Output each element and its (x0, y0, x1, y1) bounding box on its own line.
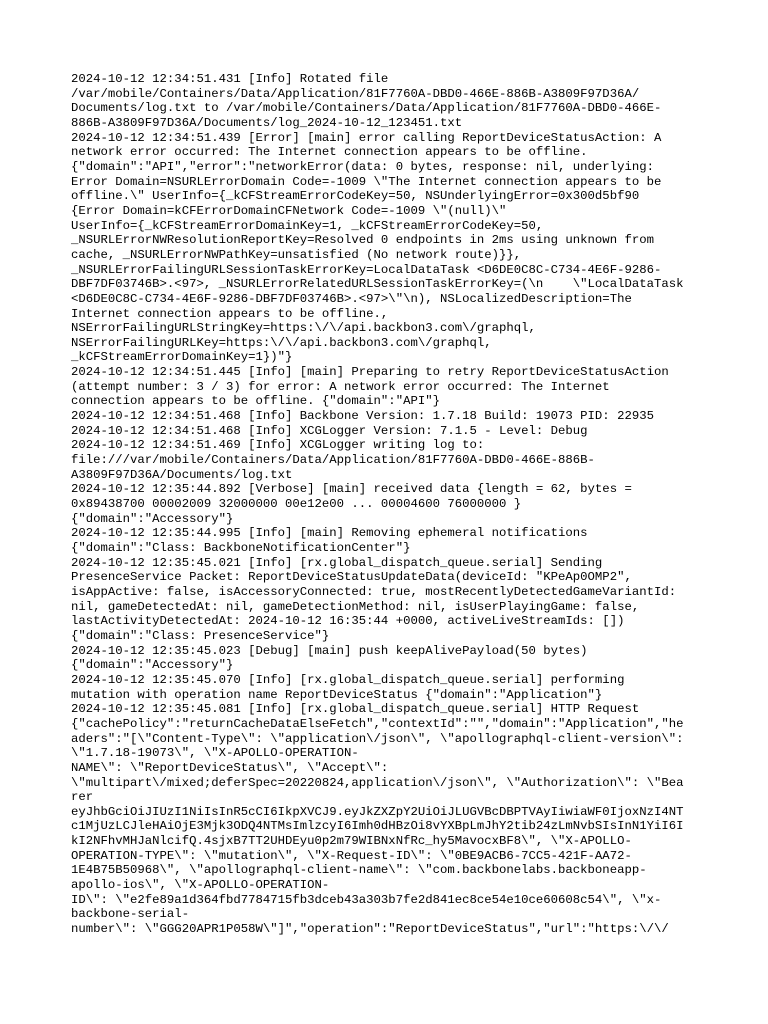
log-line: file:///var/mobile/Containers/Data/Application/81F7760A-DBD0-466E-886B- (71, 453, 595, 468)
log-line: aders":"[\"Content-Type\": \"application\/json\", \"apollographql-client-version\": (71, 731, 684, 746)
log-line: 2024-10-12 12:34:51.468 [Info] XCGLogger Version: 7.1.5 - Level: Debug (71, 423, 588, 438)
log-line: 2024-10-12 12:34:51.469 [Info] XCGLogger writing log to: (71, 438, 485, 453)
log-line: rer (71, 790, 94, 805)
log-line: _kCFStreamErrorDomainKey=1})"} (71, 350, 293, 365)
log-line: {Error Domain=kCFErrorDomainCFNetwork Code=-1009 \"(null)\" (71, 203, 507, 218)
log-line: Error Domain=NSURLErrorDomain Code=-1009 \"The Internet connection appears to be (71, 174, 662, 189)
log-line: DBF7DF03746B>.<97>, _NSURLErrorRelatedURLSessionTaskErrorKey=(\n \"LocalDataTask (71, 277, 684, 292)
log-line: /var/mobile/Containers/Data/Application/81F7760A-DBD0-466E-886B-A3809F97D36A/ (71, 86, 640, 101)
log-line: kI2NFhvMHJaNlcifQ.4sjxB7TT2UHDEyu0p2m79WIBNxNfRc_hy5MavocxBF8\", \"X-APOLLO- (71, 834, 632, 849)
log-line: 2024-10-12 12:34:51.439 [Error] [main] error calling ReportDeviceStatusAction: A (71, 130, 662, 145)
log-line: 2024-10-12 12:34:51.445 [Info] [main] Preparing to retry ReportDeviceStatusAction (71, 365, 669, 380)
log-line: _NSURLErrorFailingURLSessionTaskErrorKey=LocalDataTask <D6DE0C8C-C734-4E6F-9286- (71, 262, 662, 277)
log-line: cache, _NSURLErrorNWPathKey=unsatisfied (No network route)}}, (71, 247, 522, 262)
log-line: 1E4B75B50968\", \"apollographql-client-name\": \"com.backbonelabs.backboneapp- (71, 863, 647, 878)
log-line: apollo-ios\", \"X-APOLLO-OPERATION- (71, 878, 330, 893)
log-line: ID\": \"e2fe89a1d364fbd7784715fb3dceb43a303b7fe2d841ec8ce54e10ce60608c54\", \"x- (71, 892, 662, 907)
log-line: NSErrorFailingURLKey=https:\/\/api.backbon3.com\/graphql, (71, 335, 492, 350)
log-line: c1MjUzLCJleHAiOjE3Mjk3ODQ4NTMsImlzcyI6Imh0dHBzOi8vYXBpLmJhY2tib24zLmNvbSIsInN1YiI6I (71, 819, 684, 834)
log-line: lastActivityDetectedAt: 2024-10-12 16:35:44 +0000, activeLiveStreamIds: []) (71, 614, 625, 629)
log-line: OPERATION-TYPE\": \"mutation\", \"X-Request-ID\": \"0BE9ACB6-7CC5-421F-AA72- (71, 848, 632, 863)
log-line: <D6DE0C8C-C734-4E6F-9286-DBF7DF03746B>.<97>\"\n), NSLocalizedDescription=The (71, 291, 632, 306)
log-line: {"domain":"Accessory"} (71, 658, 234, 673)
log-line: offline.\" UserInfo={_kCFStreamErrorCodeKey=50, NSUnderlyingError=0x300d5bf90 (71, 189, 640, 204)
log-line: mutation with operation name ReportDeviceStatus {"domain":"Application"} (71, 687, 603, 702)
log-line: Documents/log.txt to /var/mobile/Containers/Data/Application/81F7760A-DBD0-466E- (71, 101, 662, 116)
log-line: 2024-10-12 12:35:45.081 [Info] [rx.global_dispatch_queue.serial] HTTP Request (71, 702, 640, 717)
log-line: isAppActive: false, isAccessoryConnected: true, mostRecentlyDetectedGameVariantId: (71, 584, 677, 599)
log-line: 2024-10-12 12:35:45.023 [Debug] [main] push keepAlivePayload(50 bytes) (71, 643, 588, 658)
log-line: 2024-10-12 12:35:45.070 [Info] [rx.global_dispatch_queue.serial] performing (71, 672, 625, 687)
log-line: Internet connection appears to be offline., (71, 306, 389, 321)
log-line: 2024-10-12 12:34:51.468 [Info] Backbone Version: 1.7.18 Build: 19073 PID: 22935 (71, 409, 654, 424)
log-line: connection appears to be offline. {"domain":"API"} (71, 394, 440, 409)
log-line: backbone-serial- (71, 907, 190, 922)
log-line: UserInfo={_kCFStreamErrorDomainKey=1, _kCFStreamErrorCodeKey=50, (71, 218, 544, 233)
log-text-view (71, 72, 701, 937)
log-line: PresenceService Packet: ReportDeviceStatusUpdateData(deviceId: "KPeAp0OMP2", (71, 570, 632, 585)
log-line: _NSURLErrorNWResolutionReportKey=Resolved 0 endpoints in 2ms using unknown from (71, 233, 654, 248)
log-line: 0x89438700 00002009 32000000 00e12e00 ... 00004600 76000000 } (71, 497, 522, 512)
log-line: {"domain":"Accessory"} (71, 511, 234, 526)
log-line: 2024-10-12 12:35:44.892 [Verbose] [main] received data {length = 62, bytes = (71, 482, 632, 497)
log-line: {"cachePolicy":"returnCacheDataElseFetch","contextId":"","domain":"Application","he (71, 716, 684, 731)
log-line: 2024-10-12 12:34:51.431 [Info] Rotated file (71, 72, 389, 86)
log-line: \"multipart\/mixed;deferSpec=20220824,application\/json\", \"Authorization\": \"Bea (71, 775, 684, 790)
log-line: network error occurred: The Internet connection appears to be offline. (71, 145, 588, 160)
log-line: nil, gameDetectedAt: nil, gameDetectionMethod: nil, isUserPlayingGame: false, (71, 599, 640, 614)
log-line: A3809F97D36A/Documents/log.txt (71, 467, 293, 482)
log-line: {"domain":"API","error":"networkError(data: 0 bytes, response: nil, underlying: (71, 159, 654, 174)
log-line: 886B-A3809F97D36A/Documents/log_2024-10-12_123451.txt (71, 115, 463, 130)
log-line: NSErrorFailingURLStringKey=https:\/\/api.backbon3.com\/graphql, (71, 321, 536, 336)
log-line: {"domain":"Class: PresenceService"} (71, 628, 330, 643)
log-line: 2024-10-12 12:35:44.995 [Info] [main] Removing ephemeral notifications (71, 526, 588, 541)
log-line: eyJhbGciOiJIUzI1NiIsInR5cCI6IkpXVCJ9.eyJkZXZpY2UiOiJLUGVBcDBPTVAyIiwiaWF0IjoxNzI4NT (71, 804, 684, 819)
log-line: 2024-10-12 12:35:45.021 [Info] [rx.global_dispatch_queue.serial] Sending (71, 555, 603, 570)
log-line: \"1.7.18-19073\", \"X-APOLLO-OPERATION- (71, 746, 359, 761)
log-line: (attempt number: 3 / 3) for error: A network error occurred: The Internet (71, 379, 610, 394)
log-line: number\": \"GGG20APR1P058W\"]","operation":"ReportDeviceStatus","url":"https:\/\/ (71, 922, 669, 937)
log-line: {"domain":"Class: BackboneNotificationCenter"} (71, 541, 411, 555)
log-line: NAME\": \"ReportDeviceStatus\", \"Accept\": (71, 760, 389, 775)
